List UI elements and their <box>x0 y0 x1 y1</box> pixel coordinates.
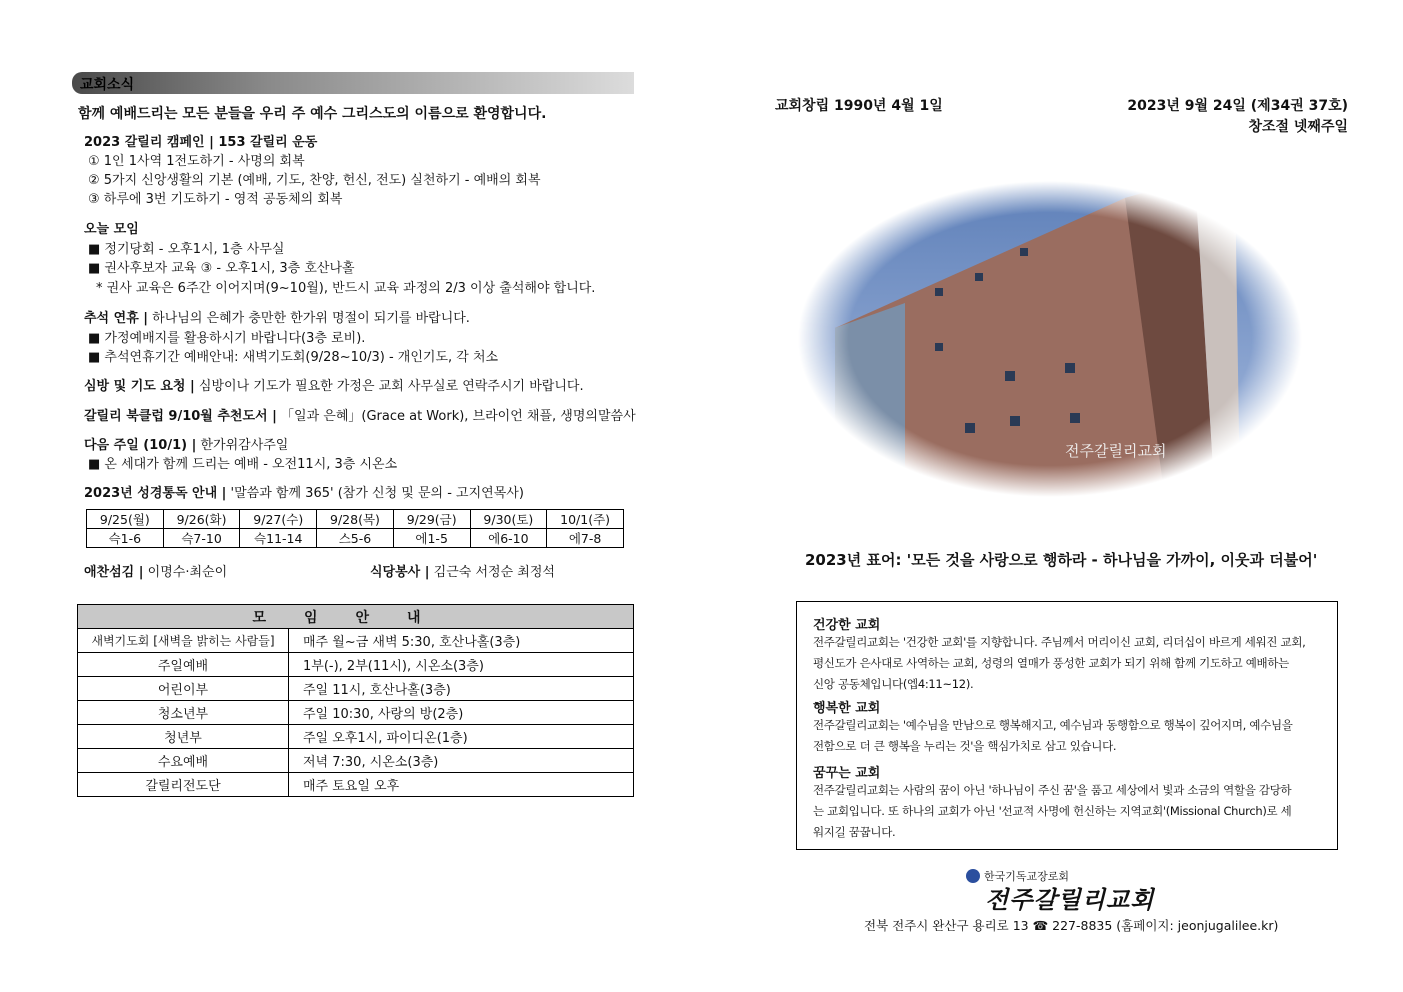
next-line <box>84 437 288 455</box>
book-line <box>84 408 636 426</box>
next-text: 한가위감사주일 <box>196 438 289 453</box>
chuseok-line <box>84 310 470 328</box>
table-row <box>78 653 634 677</box>
reading-passage: 에1-5 <box>393 529 470 548</box>
section-title: 교회소식 <box>80 77 135 93</box>
meeting-header: 모임안내 <box>78 605 634 629</box>
meeting-value: 저녁 7:30, 시온소(3층) <box>289 749 634 773</box>
chuseok-item: ■ 가정예배지를 활용하시기 바랍니다(3층 로비). <box>88 331 366 346</box>
meeting-value: 주일 오후1시, 파이디온(1층) <box>289 725 634 749</box>
today-item: ■ 권사후보자 교육 ③ - 오후1시, 3층 호산나홀 <box>88 261 355 276</box>
vision-line: 워지길 꿈꿉니다. <box>813 825 896 839</box>
visit-text: 심방이나 기도가 필요한 가정은 교회 사무실로 연락주시기 바랍니다. <box>194 379 584 394</box>
meeting-name: 새벽기도회 [새벽을 밝히는 사람들] <box>78 629 289 653</box>
table-row <box>78 773 634 797</box>
today-item: ■ 정기당회 - 오후1시, 1층 사무실 <box>88 242 285 257</box>
denomination-logo-icon <box>966 869 980 883</box>
visit-title: 심방 및 기도 요청 | <box>84 379 195 394</box>
reading-line <box>84 485 524 503</box>
visit-line <box>84 378 584 396</box>
vision-title: 건강한 교회 <box>813 618 881 633</box>
footer-address: 전북 전주시 완산구 용리로 13 ☎ 227-8835 (홈페이지: jeonjugalilee.kr) <box>864 918 1279 933</box>
next-item: ■ 온 세대가 함께 드리는 예배 - 오전11시, 3층 시온소 <box>88 457 398 472</box>
flower-title: 애찬섬김 | <box>84 565 144 580</box>
next-title: 다음 주일 (10/1) | <box>84 438 197 453</box>
table-row <box>78 701 634 725</box>
vision-line: 평신도가 은사대로 사역하는 교회, 성령의 열매가 풍성한 교회가 되기 위해 함께 기도하고 예배하는 <box>813 656 1289 670</box>
vision-line: 전주갈릴리교회는 '예수님을 만남으로 행복해지고, 예수님과 동행함으로 행복이 깊어지며, 예수님을 <box>813 718 1293 732</box>
reading-passage: 슥1-6 <box>87 529 164 548</box>
campaign-item: ② 5가지 신앙생활의 기본 (예배, 기도, 찬양, 헌신, 전도) 실천하기 - 예배의 회복 <box>88 173 541 188</box>
chuseok-item: ■ 추석연휴기간 예배안내: 새벽기도회(9/28~10/3) - 개인기도, 각 처소 <box>88 350 499 365</box>
reading-passage: 에7-8 <box>547 529 624 548</box>
meeting-header-row <box>78 605 634 629</box>
reading-passages-row <box>87 529 624 548</box>
meeting-value: 1부(-), 2부(11시), 시온소(3층) <box>289 653 634 677</box>
vision-line: 전주갈릴리교회는 '건강한 교회'를 지향합니다. 주님께서 머리이신 교회, 리더십이 바르게 세워진 교회, <box>813 635 1306 649</box>
meeting-name: 청소년부 <box>78 701 289 725</box>
vision-text <box>813 715 1321 757</box>
reading-title: 2023년 성경통독 안내 | <box>84 486 227 501</box>
today-title: 오늘 모임 <box>84 222 139 237</box>
reading-date: 9/29(금) <box>393 510 470 529</box>
vision-title: 행복한 교회 <box>813 701 881 716</box>
church-building-image <box>795 178 1305 500</box>
chuseok-title: 추석 연휴 | <box>84 311 149 326</box>
meeting-value: 매주 토요일 오후 <box>289 773 634 797</box>
vision-text <box>813 632 1321 695</box>
meeting-value: 주일 10:30, 사랑의 방(2층) <box>289 701 634 725</box>
book-title: 갈릴리 북클럽 9/10월 추천도서 | <box>84 409 277 424</box>
meeting-value: 매주 월~금 새벽 5:30, 호산나홀(3층) <box>289 629 634 653</box>
reading-date: 9/26(화) <box>163 510 240 529</box>
reading-passage: 스5-6 <box>317 529 394 548</box>
vision-line: 는 교회입니다. 또 하나의 교회가 아닌 '선교적 사명에 헌신하는 지역교회'(Missional Church)로 세 <box>813 804 1292 818</box>
table-row <box>78 749 634 773</box>
flower-text: 이명수·최순이 <box>143 565 228 580</box>
liturgical-season: 창조절 넷째주일 <box>1248 119 1348 135</box>
reading-passage: 에6-10 <box>470 529 547 548</box>
campaign-title: 2023 갈릴리 캠페인 | 153 갈릴리 운동 <box>84 135 318 150</box>
vision-box <box>796 601 1338 850</box>
reading-table <box>86 509 624 548</box>
reading-text: '말씀과 함께 365' (참가 신청 및 문의 - 고지연목사) <box>226 486 524 501</box>
reading-date: 9/28(목) <box>317 510 394 529</box>
book-text: 「일과 은혜」(Grace at Work), 브라이언 채플, 생명의말씀사 <box>276 409 636 424</box>
section-title-bar <box>72 72 634 94</box>
vision-title: 꿈꾸는 교회 <box>813 766 881 781</box>
vision-line: 전함으로 더 큰 행복을 누리는 것'을 핵심가치로 삼고 있습니다. <box>813 739 1117 753</box>
meal-text: 김근숙 서정순 최정석 <box>429 565 555 580</box>
reading-date: 9/27(수) <box>240 510 317 529</box>
reading-date: 9/25(월) <box>87 510 164 529</box>
campaign-item: ① 1인 1사역 1전도하기 - 사명의 회복 <box>88 154 305 169</box>
yearly-motto: 2023년 표어: '모든 것을 사랑으로 행하라 - 하나님을 가까이, 이웃과 더불어' <box>805 551 1318 569</box>
meeting-table <box>77 604 634 797</box>
meeting-name: 주일예배 <box>78 653 289 677</box>
meeting-name: 갈릴리전도단 <box>78 773 289 797</box>
table-row <box>78 629 634 653</box>
vision-line: 신앙 공동체입니다(엡4:11~12). <box>813 677 974 691</box>
church-logo-text: 전주갈릴리교회 <box>985 885 1155 914</box>
meeting-name: 청년부 <box>78 725 289 749</box>
table-row <box>78 677 634 701</box>
reading-date: 9/30(토) <box>470 510 547 529</box>
meal-title: 식당봉사 | <box>370 565 430 580</box>
campaign-item: ③ 하루에 3번 기도하기 - 영적 공동체의 회복 <box>88 192 343 207</box>
meeting-value: 주일 11시, 호산나홀(3층) <box>289 677 634 701</box>
founded-date: 교회창립 1990년 4월 1일 <box>775 98 943 114</box>
flower-line <box>84 564 227 582</box>
meeting-name: 어린이부 <box>78 677 289 701</box>
meeting-name: 수요예배 <box>78 749 289 773</box>
welcome-text: 함께 예배드리는 모든 분들을 우리 주 예수 그리스도의 이름으로 환영합니다. <box>78 106 547 122</box>
denomination-name: 한국기독교장로회 <box>984 870 1070 883</box>
today-note: * 권사 교육은 6주간 이어지며(9~10월), 반드시 교육 과정의 2/3 이상 출석해야 합니다. <box>96 281 596 296</box>
building-sign: 전주갈릴리교회 <box>1065 442 1167 460</box>
meal-line <box>370 564 555 582</box>
table-row <box>78 725 634 749</box>
reading-dates-row <box>87 510 624 529</box>
reading-passage: 슥7-10 <box>163 529 240 548</box>
issue-date: 2023년 9월 24일 (제34권 37호) <box>1127 98 1348 114</box>
vision-line: 전주갈릴리교회는 사람의 꿈이 아닌 '하나님이 주신 꿈'을 품고 세상에서 빛과 소금의 역할을 감당하 <box>813 783 1292 797</box>
vision-text <box>813 780 1321 843</box>
reading-date: 10/1(주) <box>547 510 624 529</box>
chuseok-text: 하나님의 은혜가 충만한 한가위 명절이 되기를 바랍니다. <box>148 311 470 326</box>
reading-passage: 슥11-14 <box>240 529 317 548</box>
